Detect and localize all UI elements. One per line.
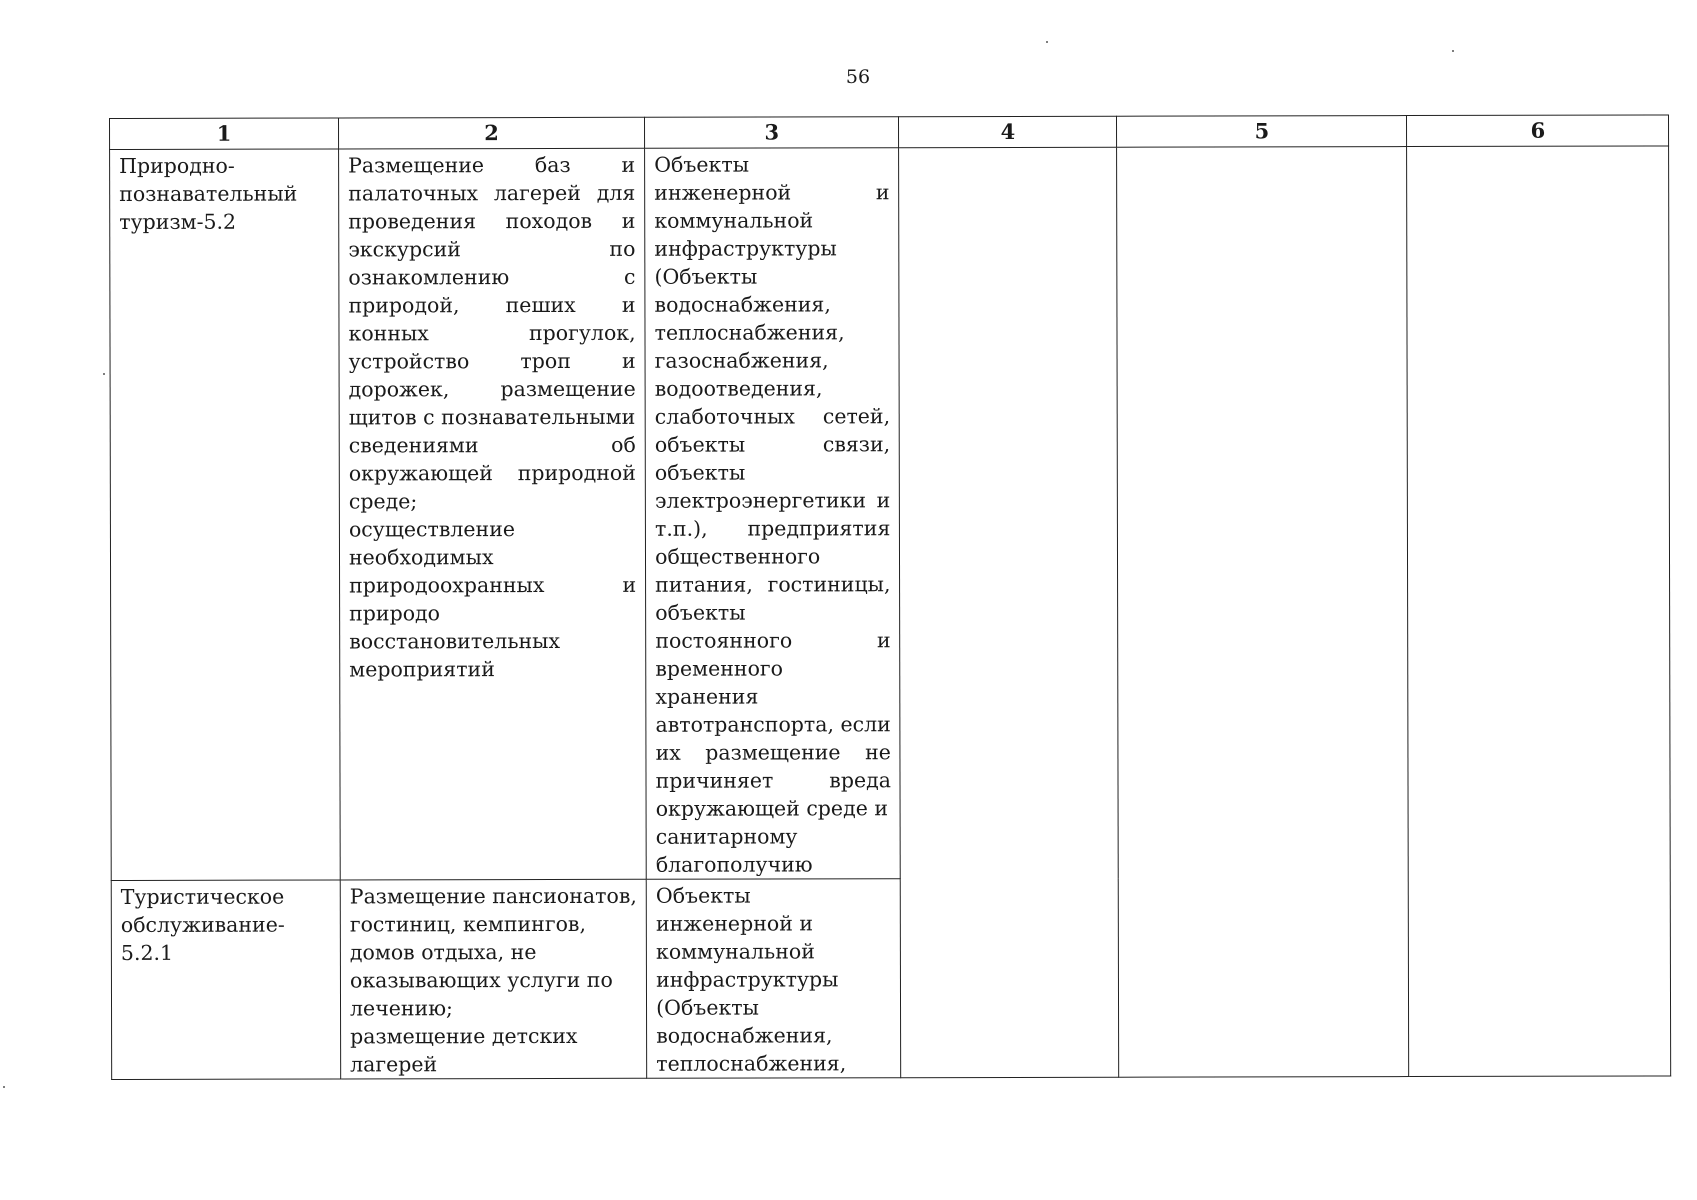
cell-text-line: инженерной и bbox=[654, 180, 890, 205]
page-number: 56 bbox=[845, 66, 871, 88]
cell-text-line: слаботочных сетей, bbox=[654, 404, 891, 429]
cell-text-line: питания, гостиницы, bbox=[655, 572, 891, 597]
cell-text-line: (Объекты bbox=[654, 264, 758, 289]
cell-text-line: щитов с познавательными bbox=[348, 404, 636, 430]
cell-text-line: ознакомлению с bbox=[348, 264, 636, 290]
scan-speck bbox=[3, 1086, 5, 1088]
cell-text-line: коммунальной bbox=[654, 208, 814, 233]
cell-text-line: дорожек, размещение bbox=[348, 376, 636, 402]
cell-text-line: гостиниц, кемпингов, bbox=[349, 911, 586, 937]
cell-text-line: природоохранных и bbox=[349, 572, 637, 598]
use-description-cell bbox=[340, 879, 647, 1079]
cell-text-line: природой, пеших и bbox=[348, 292, 636, 318]
cell-text-line: размещение детских bbox=[350, 1023, 578, 1049]
cell-text-line: объекты bbox=[655, 600, 746, 625]
use-description-cell bbox=[339, 148, 647, 880]
auxiliary-objects-cell bbox=[646, 879, 901, 1079]
cell-text-line: устройство троп и bbox=[348, 348, 636, 374]
column-header: 2 bbox=[339, 117, 645, 149]
cell-text-line: водоснабжения, bbox=[656, 1023, 833, 1048]
cell-text-line: теплоснабжения, bbox=[654, 320, 845, 345]
cell-text-line: (Объекты bbox=[656, 995, 759, 1020]
cell-text-line: мероприятий bbox=[349, 657, 495, 682]
table-row bbox=[110, 146, 1671, 881]
cell-text-line: коммунальной bbox=[655, 939, 815, 964]
cell-text-line: оказывающих услуги по bbox=[349, 967, 613, 993]
scan-speck bbox=[1046, 41, 1048, 43]
cell-text-line: палаточных лагерей для bbox=[348, 180, 636, 206]
cell-text-line: необходимых bbox=[348, 545, 494, 570]
cell-text-line: Туристическое bbox=[120, 884, 285, 909]
cell-text-line: домов отдыха, не bbox=[349, 940, 537, 965]
empty-cell bbox=[899, 147, 1119, 1077]
use-type-cell bbox=[111, 880, 340, 1080]
cell-text-line: водоотведения, bbox=[654, 376, 823, 401]
cell-text-line: осуществление bbox=[348, 517, 516, 542]
auxiliary-objects-cell bbox=[645, 148, 901, 880]
cell-text-line: познавательный bbox=[119, 181, 298, 206]
cell-text-line: окружающей природной bbox=[348, 460, 636, 486]
table-header-row bbox=[110, 115, 1669, 150]
cell-text-line: 5.2.1 bbox=[120, 940, 174, 965]
cell-text-line: сведениями об bbox=[348, 432, 636, 458]
column-header: 5 bbox=[1117, 116, 1407, 148]
cell-text-line: т.п.), предприятия bbox=[655, 516, 891, 541]
cell-text-line: обслуживание- bbox=[120, 912, 285, 937]
column-header: 3 bbox=[645, 117, 899, 149]
cell-text-line: проведения походов и bbox=[348, 208, 636, 234]
cell-text-line: инфраструктуры bbox=[656, 967, 839, 992]
cell-text-line: благополучию bbox=[655, 852, 813, 877]
cell-text-line: инженерной и bbox=[655, 911, 814, 936]
cell-text-line: санитарному bbox=[655, 824, 798, 849]
column-header: 1 bbox=[110, 118, 339, 150]
empty-cell bbox=[1117, 147, 1409, 1078]
cell-text-line: природо bbox=[349, 601, 441, 626]
cell-text-line: среде; bbox=[348, 489, 418, 514]
cell-text-line: лечению; bbox=[349, 996, 453, 1021]
scan-speck bbox=[103, 373, 105, 375]
cell-text-line: постоянного и bbox=[655, 628, 891, 653]
cell-text-line: водоснабжения, bbox=[654, 292, 831, 317]
cell-text-line: общественного bbox=[655, 544, 821, 569]
scan-speck bbox=[1452, 50, 1454, 52]
cell-text-line: конных прогулок, bbox=[348, 320, 636, 346]
cell-text-line: восстановительных bbox=[349, 628, 561, 654]
cell-text-line: их размещение не bbox=[655, 740, 891, 765]
cell-text-line: Природно- bbox=[119, 153, 235, 178]
cell-text-line: автотранспорта, если bbox=[655, 712, 891, 737]
cell-text-line: причиняет вреда bbox=[655, 768, 891, 793]
cell-text-line: окружающей среде и bbox=[655, 796, 889, 821]
cell-text-line: хранения bbox=[655, 684, 759, 709]
cell-text-line: Размещение баз и bbox=[348, 152, 636, 178]
cell-text-line: экскурсий по bbox=[348, 236, 636, 262]
zoning-table bbox=[109, 114, 1672, 1080]
cell-text-line: инфраструктуры bbox=[654, 236, 837, 261]
cell-text-line: газоснабжения, bbox=[654, 348, 829, 373]
cell-text-line: объекты связи, bbox=[654, 432, 891, 457]
cell-text-line: туризм-5.2 bbox=[119, 209, 237, 234]
empty-cell bbox=[1407, 146, 1671, 1077]
column-header: 4 bbox=[899, 116, 1117, 147]
cell-text-line: Размещение пансионатов, bbox=[349, 883, 637, 909]
cell-text-line: электроэнергетики и bbox=[654, 488, 891, 513]
cell-text-line: теплоснабжения, bbox=[656, 1051, 847, 1076]
cell-text-line: Объекты bbox=[654, 152, 750, 177]
cell-text-line: лагерей bbox=[350, 1052, 438, 1077]
cell-text-line: объекты bbox=[654, 460, 746, 485]
cell-text-line: временного bbox=[655, 656, 784, 681]
use-type-cell bbox=[110, 149, 341, 881]
cell-text-line: Объекты bbox=[655, 883, 751, 908]
column-header: 6 bbox=[1407, 115, 1669, 147]
